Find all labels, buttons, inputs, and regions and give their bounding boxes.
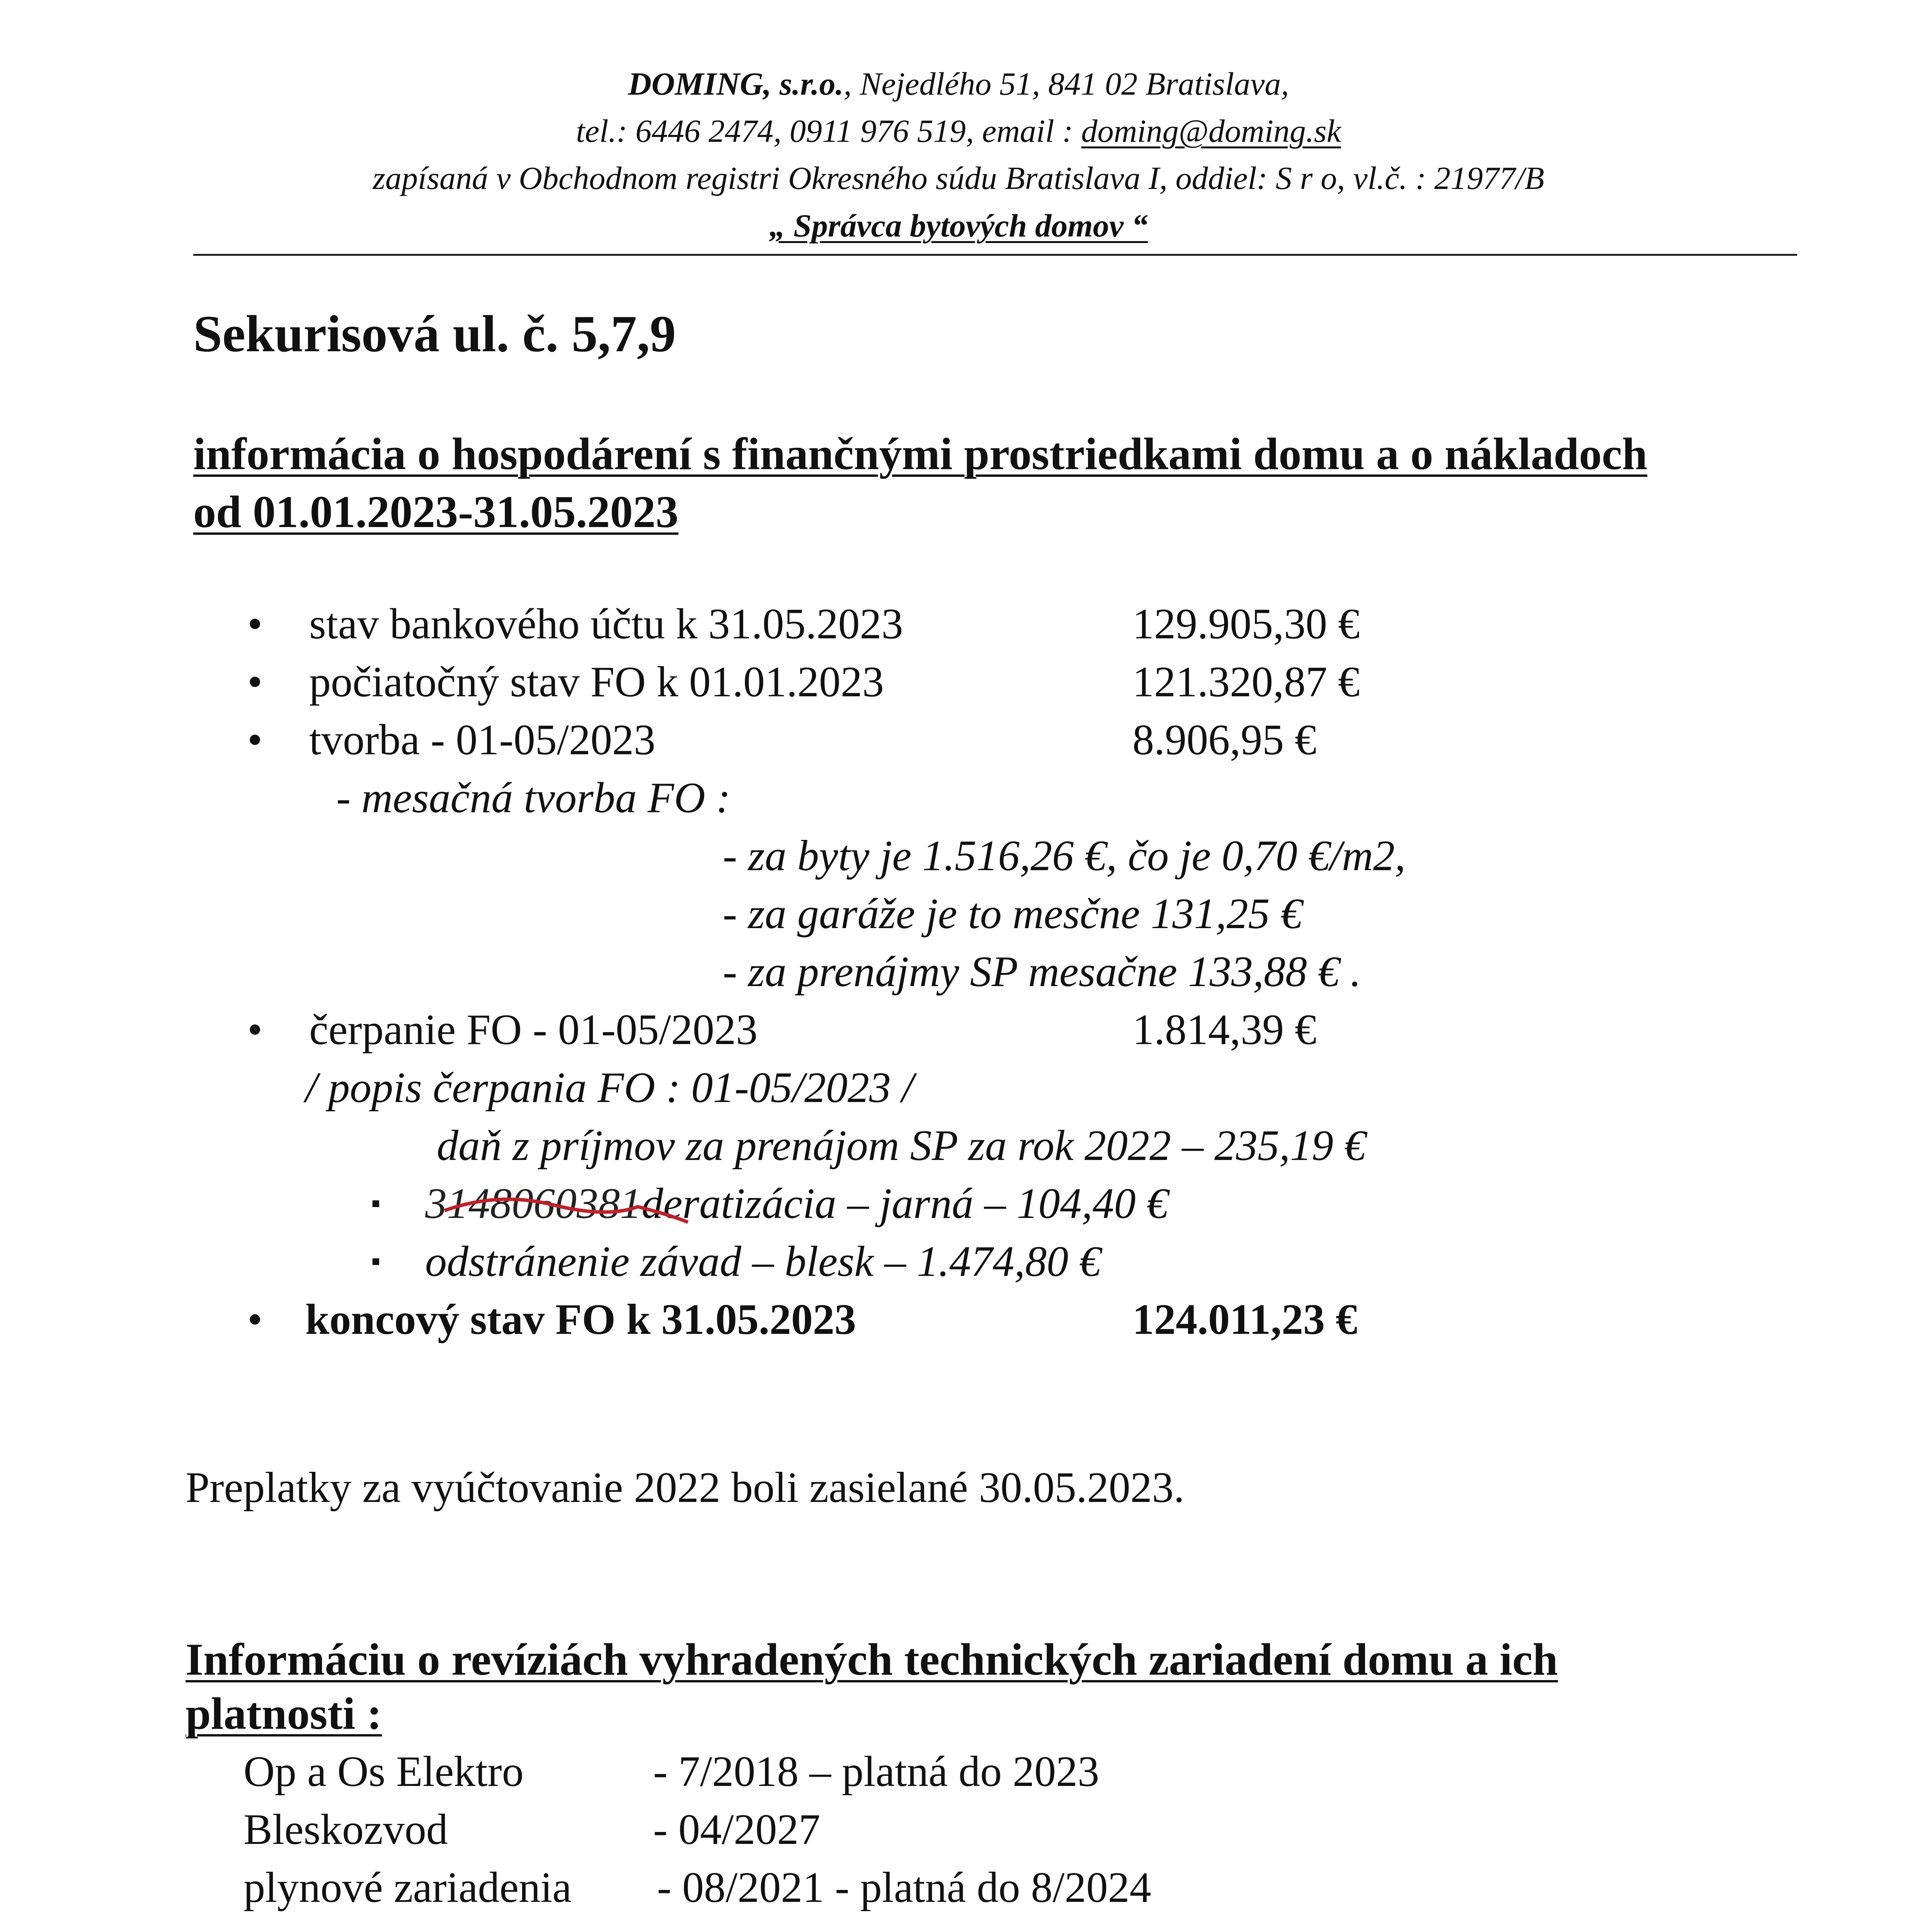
letterhead-line-2 [0,112,1917,151]
creation-value: 8.906,95 € [1132,716,1316,764]
bank-balance-label: stav bankového účtu k 31.05.2023 [309,600,903,648]
letterhead-line-1 [0,65,1917,104]
revision-value: - 08/2021 - platná do 8/2024 [657,1864,1151,1912]
company-name: DOMING, s.r.o. [628,66,844,102]
revision-value: - 04/2027 [653,1806,821,1854]
company-tagline: „ Správca bytových domov “ [769,208,1148,244]
overpayment-note: Preplatky za vyúčtovanie 2022 boli zasielané 30.05.2023. [186,1464,1185,1512]
revision-name: plynové zariadenia [243,1864,572,1912]
bank-balance-value: 129.905,30 € [1132,600,1360,648]
tax-line: daň z príjmov za prenájom SP za rok 2022 – 235,19 € [437,1122,1366,1170]
company-address: , Nejedlého 51, 841 02 Bratislava, [843,66,1289,102]
letterhead-divider [193,254,1797,256]
creation-label: tvorba - 01-05/2023 [309,716,655,764]
revisions-heading-line-1: Informáciu o revíziách vyhradených technických zariadení domu a ich [186,1634,1558,1685]
strike-mark-icon [421,1184,692,1226]
bullet-icon: • [247,1006,263,1054]
page-title: Sekurisová ul. č. 5,7,9 [193,305,676,363]
monthly-item: - za byty je 1.516,26 €, čo je 0,70 €/m2, [723,832,1406,880]
monthly-creation-heading: - mesačná tvorba FO : [336,774,731,822]
bullet-icon: • [247,716,263,764]
subtitle-line-1: informácia o hospodárení s finančnými prostriedkami domu a o nákladoch [193,429,1648,479]
spending-value: 1.814,39 € [1132,1006,1316,1054]
bullet-icon: • [247,658,263,706]
company-email-link[interactable]: doming@doming.sk [1081,113,1341,149]
company-contact: tel.: 6446 2474, 0911 976 519, email : [576,113,1081,149]
spending-label: čerpanie FO - 01-05/2023 [309,1006,758,1054]
bullet-icon: • [247,600,263,648]
struck-number: 3148060381 [425,1180,642,1228]
bullet-icon: • [247,1296,263,1344]
spending-item: 3148060381 deratizácia – jarná – 104,40 € [425,1179,1168,1229]
spending-description: / popis čerpania FO : 01-05/2023 / [305,1064,914,1112]
square-bullet-icon: ▪ [371,1189,381,1218]
revision-name: Op a Os Elektro [243,1748,524,1796]
spending-item: odstránenie závad – blesk – 1.474,80 € [425,1238,1101,1286]
subtitle-line-2: od 01.01.2023-31.05.2023 [193,486,679,537]
square-bullet-icon: ▪ [371,1247,381,1276]
initial-balance-label: počiatočný stav FO k 01.01.2023 [309,658,884,706]
final-balance-value: 124.011,23 € [1132,1296,1357,1344]
initial-balance-value: 121.320,87 € [1132,658,1360,706]
final-balance-label: koncový stav FO k 31.05.2023 [305,1296,856,1344]
revision-value: - 7/2018 – platná do 2023 [653,1748,1100,1796]
company-registry: zapísaná v Obchodnom registri Okresného súdu Bratislava I, oddiel: S r o, vl.č. : 21977/B [373,160,1544,196]
monthly-item: - za prenájmy SP mesačne 133,88 € . [723,948,1361,996]
revision-name: Bleskozvod [243,1806,448,1854]
monthly-item: - za garáže je to mesčne 131,25 € [723,890,1302,938]
revisions-heading-line-2: platnosti : [186,1688,382,1739]
